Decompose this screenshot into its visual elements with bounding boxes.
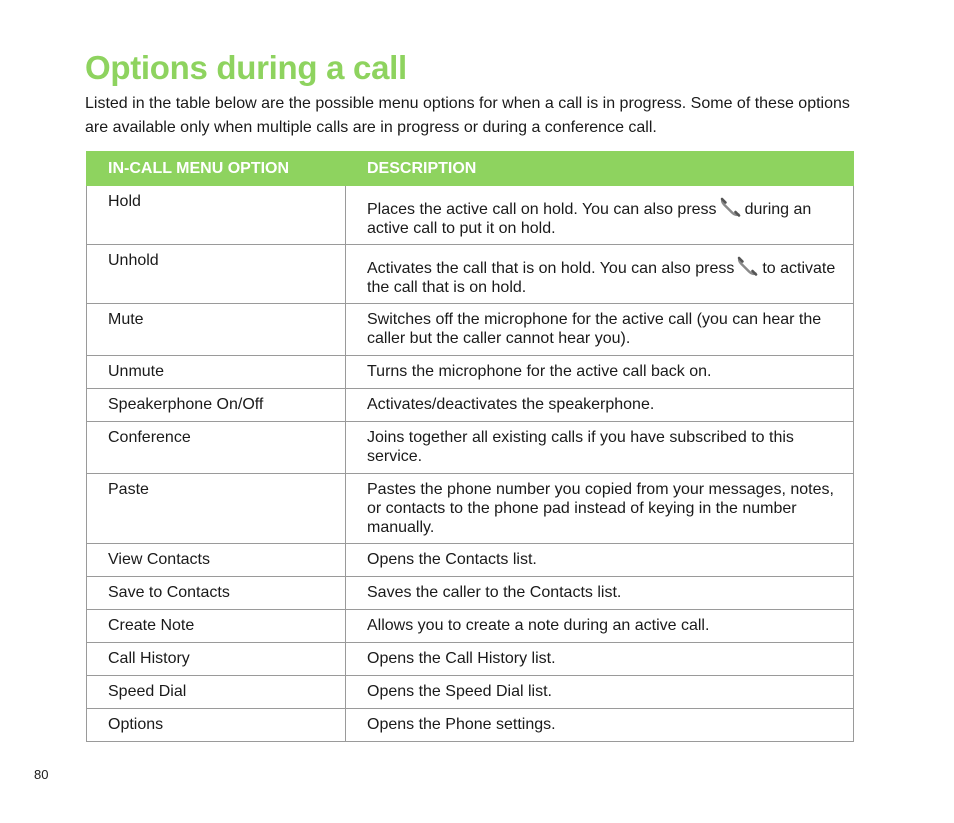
option-description: Activates/deactivates the speakerphone. [346, 389, 854, 422]
option-name: View Contacts [87, 544, 346, 577]
table-row [87, 245, 854, 304]
option-name: Call History [87, 643, 346, 676]
table-row [87, 474, 854, 544]
table-header-row [87, 152, 854, 186]
option-name: Unmute [87, 356, 346, 389]
option-description: Opens the Call History list. [346, 643, 854, 676]
option-name: Create Note [87, 610, 346, 643]
option-description [346, 186, 854, 245]
option-name: Hold [87, 186, 346, 245]
table-row [87, 610, 854, 643]
table-row [87, 356, 854, 389]
option-description: Opens the Phone settings. [346, 709, 854, 742]
option-name: Paste [87, 474, 346, 544]
table-row [87, 676, 854, 709]
table-row [87, 577, 854, 610]
page-title: Options during a call [85, 49, 407, 86]
in-call-options-table [86, 151, 854, 742]
option-name: Options [87, 709, 346, 742]
option-description: Opens the Contacts list. [346, 544, 854, 577]
column-header-option: IN-CALL MENU OPTION [87, 152, 346, 186]
description-text: during an active call to put it on hold. [367, 201, 812, 237]
option-description: Saves the caller to the Contacts list. [346, 577, 854, 610]
description-text: Places the active call on hold. You can also press [367, 201, 717, 218]
intro-paragraph: Listed in the table below are the possible menu options for when a call is in progress. Some of these options are available only when multiple calls are in progress or during a conference call. [85, 95, 850, 136]
option-description: Switches off the microphone for the active call (you can hear the caller but the caller cannot hear you). [346, 304, 854, 356]
option-name: Conference [87, 422, 346, 474]
table-row [87, 709, 854, 742]
option-description: Opens the Speed Dial list. [346, 676, 854, 709]
option-description: Turns the microphone for the active call back on. [346, 356, 854, 389]
option-description: Joins together all existing calls if you have subscribed to this service. [346, 422, 854, 474]
page-number: 80 [34, 767, 49, 782]
column-header-description: DESCRIPTION [346, 152, 854, 186]
table-row [87, 643, 854, 676]
option-name: Mute [87, 304, 346, 356]
option-name: Unhold [87, 245, 346, 304]
description-text: Activates the call that is on hold. You can also press [367, 260, 735, 277]
option-description: Allows you to create a note during an active call. [346, 610, 854, 643]
option-description [346, 245, 854, 304]
table-row [87, 422, 854, 474]
table-row [87, 389, 854, 422]
option-name: Speakerphone On/Off [87, 389, 346, 422]
option-description: Pastes the phone number you copied from your messages, notes, or contacts to the phone pad instead of keying in the number manually. [346, 474, 854, 544]
phone-handset-icon [720, 197, 742, 217]
table-row [87, 304, 854, 356]
table-row [87, 544, 854, 577]
description-text: to activate the call that is on hold. [367, 260, 836, 296]
phone-handset-icon [737, 256, 759, 276]
option-name: Speed Dial [87, 676, 346, 709]
table-row [87, 186, 854, 245]
option-name: Save to Contacts [87, 577, 346, 610]
